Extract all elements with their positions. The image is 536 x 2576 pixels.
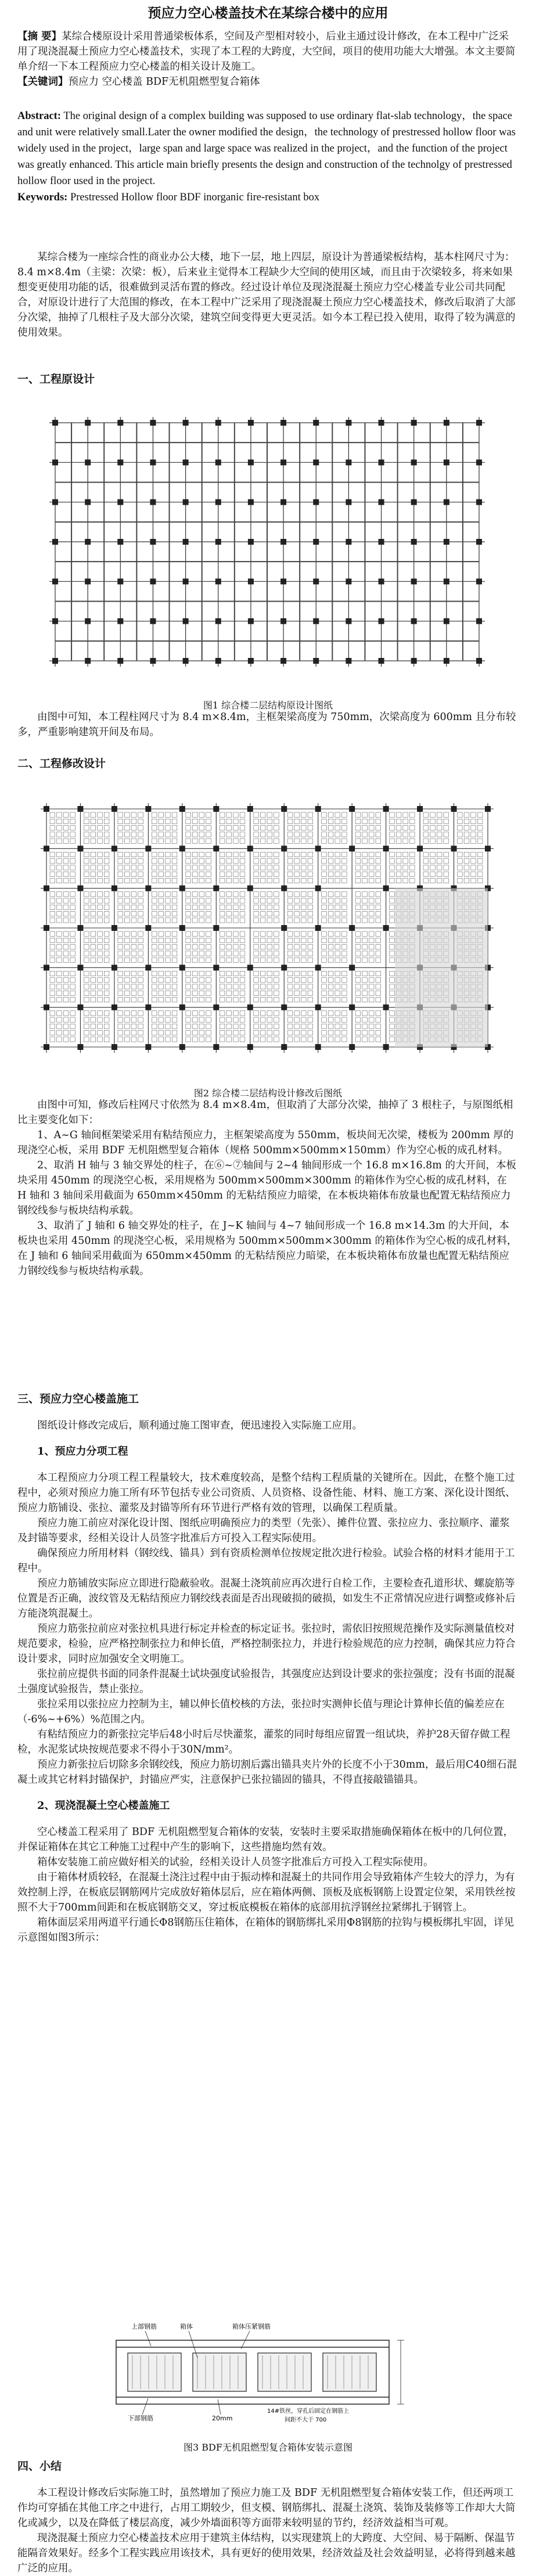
section-3-p10: 空心楼盖工程采用了 BDF 无机阻燃型复合箱体的安装，安装时主要采取措施确保箱体在板中的几何位置，并保证箱体在其它工种施工过程中产生的影响下，这些措施均然有效。 bbox=[17, 1826, 514, 1853]
abstract-en-text: The original design of a complex building was supposed to use ordinary flat-slab technology，the space and unit were relatively small.Later the owner modified the design，the technology of prestressed hollow floor was widely used in the project，large span and large space was realized in the project，and the function of the project was greatly enhanced. This article main briefly presents the design and construction of the technolgy of prestressed hollow floor used in the project. bbox=[17, 110, 516, 187]
section-2-body bbox=[17, 1098, 519, 1279]
abstract-cn bbox=[17, 29, 519, 89]
section-3-p1: 本工程预应力分项工程工程量较大，技术难度较高，是整个结构工程质量的关键所在。因此，在整个施工过程中，必须对预应力施工所有环节包括专业公司资质、人员资格、设备性能、材料、施工方案、深化设计图纸、预应力筋铺设、张拉、灌浆及封锚等所有环节进行严格有效的管理，以确保工程质量。 bbox=[17, 1472, 516, 1514]
abstract-en bbox=[17, 108, 519, 206]
fig3-label-wire: 14#铁丝，穿孔后固定在钢筋上 bbox=[267, 2408, 350, 2415]
section-3-p5: 预应力筋张拉前应对张拉机具进行标定并检查的标定证书。张拉时，需依旧按照规范操作及实际测量值校对规范要求，检验，应严格控制张拉力和伸长值，严格控制张拉力，并进行检验规范的应力控制，确保其应力符合设计要求，同时应加强安全文明施工。 bbox=[17, 1623, 516, 1665]
section-2-item-1: 1、A~G 轴间框架梁采用有粘结预应力，主框架梁高度为 550mm，板块间无次梁，楼板为 200mm 厚的现浇空心板，采用 BDF 无机阻燃型复合箱体（规格 500mm×500mm×150mm）作为空心板的成孔材料。 bbox=[17, 1129, 514, 1156]
figure-2 bbox=[23, 783, 513, 1073]
section-2-item-2: 2、取消 H 轴与 3 轴交界处的柱子，在⑥~⑦轴间与 2~4 轴间形成一个 16.8 m×16.8m 的大开间，本板块采用 450mm 的现浇空心板，采用规格为 500mm×500mm×300mm 的箱体作为空心板的成孔材料，在 H 轴和 3 轴间采用截面为 650mm×450mm 的无粘结预应力暗梁，在本板块箱体布放量也配置无粘结预应力钢绞线参与板块结构承载。 bbox=[17, 1160, 516, 1217]
section-1-analysis: 由图中可知，本工程柱网尺寸为 8.4 m×8.4m，主框架梁高度为 750mm，次梁高度为 600mm 且分布较多，严重影响建筑开间及布局。 bbox=[17, 711, 516, 738]
section-3 bbox=[17, 1380, 519, 1945]
figure-1-caption: 图1 综合楼二层结构原设计图纸 bbox=[203, 700, 333, 711]
keywords-cn-label: 【关键词】 bbox=[17, 76, 69, 88]
section-2-item-3: 3、取消了 J 轴和 6 轴交界处的柱子，在 J~K 轴间与 4~7 轴间形成一个 16.8 m×14.3m 的大开间，本板块也采用 450mm 的现浇空心板，采用规格为 500mm×500mm×300mm 的箱体作为空心板的成孔材料，在 J 轴和 6 轴间采用截面为 650mm×450mm 的无粘结预应力暗梁，在本板块箱体布放量也配置无粘结预应力钢绞线参与板块结构承载。 bbox=[17, 1220, 517, 1277]
section-4-p1: 本工程设计修改后实际施工时，虽然增加了预应力施工及 BDF 无机阻燃型复合箱体安装工作，但还两项工作均可穿插在其他工序之中进行，占用工期较少，但支模、钢筋绑扎、混凝土浇筑、装饰及装修等工作却大大简化或减少，以及在降低了楼层高度，减少外墙面积等方面带来较明显的节约，经济效益相当可观。 bbox=[17, 2487, 516, 2529]
fig3-label-spacing: 间距不大于 700 bbox=[285, 2417, 327, 2423]
section-3-p11: 箱体安装施工前应做好相关的试验，经相关设计人员签字批准后方可投入工程实际使用。 bbox=[37, 1857, 434, 1868]
abstract-cn-label: 【摘 要】 bbox=[17, 31, 62, 42]
section-3-p12: 由于箱体材质较轻，在混凝土浇注过程中由于振动棒和混凝土的共同作用会导致箱体产生较大的浮力，为有效控制上浮，在板底层钢筋网片完成放好箱体层后，应在箱体两侧、顶板及底板钢筋上设置定位架，采用铁丝按照不大于700mm间距和在板底钢筋交叉，穿过板底模板在箱体的底部用抗浮钢丝拉紧绑扎于钢管上。 bbox=[17, 1872, 516, 1913]
section-4 bbox=[17, 2447, 519, 2576]
section-1-heading: 一、工程原设计 bbox=[17, 373, 95, 386]
page-title: 预应力空心楼盖技术在某综合楼中的应用 bbox=[148, 5, 388, 21]
fig3-label-top-rebar: 上部钢筋 bbox=[131, 2323, 157, 2330]
section-3-p7: 张拉采用以张拉应力控制为主，辅以伸长值校核的方法，张拉时实测伸长值与理论计算伸长值的偏差应在（-6%~+6%）%范围之内。 bbox=[17, 1699, 505, 1725]
abstract-cn-text: 某综合楼原设计采用普通梁板体系，空间及产型相对较小，后业主通过设计修改，在本工程中广泛采用了现浇混凝土预应力空心楼盖技术，实现了本工程的大跨度，大空间，项目的使用功能大大增强。本文主要简单介绍一下本工程预应力空心楼盖的相关设计及施工。 bbox=[17, 31, 516, 73]
section-3-p9: 预应力新张拉后切除多余钢绞线，预应力筋切割后露出锚具夹片外的长度不小于30mm，最后用C40细石混凝土或其它材料封锚保护，封锚应严实，注意保护已张拉锚固的锚具，不得直接敲锚锚具。 bbox=[17, 1759, 517, 1786]
intro-section bbox=[17, 250, 519, 340]
fig3-label-gap: 20mm bbox=[212, 2415, 233, 2422]
section-4-p2: 现浇混凝土预应力空心楼盖技术应用于建筑主体结构，以实现建筑上的大跨度、大空间、易于隔断、保温节能隔音效果好。经多个工程实践应用该技术，具有更好的使用效果，经济效益及社会效益明显，必将得到越来越广泛的应用。 bbox=[17, 2532, 516, 2574]
section-3-p2: 预应力施工前应对深化设计图、图纸应明确预应力的类型（先张）、摊件位置、张拉应力、张拉顺序、灌浆及封锚等要求，经相关设计人员签字批准后方可投入工程实际使用。 bbox=[17, 1517, 510, 1544]
fig3-label-clip: 箱体压紧钢筋 bbox=[232, 2323, 271, 2330]
section-3-sub-2: 2、现浇混凝土空心楼盖施工 bbox=[37, 1800, 170, 1812]
figure-3-diagram bbox=[93, 2317, 441, 2427]
section-3-p6: 张拉前应提供书面的同条件混凝土试块强度试验报告，其强度应达到设计要求的张拉强度；没有书面的混凝土强度试验报告，禁止张拉。 bbox=[17, 1668, 515, 1695]
figure-2-plan bbox=[23, 783, 513, 1073]
fig3-label-box: 箱体 bbox=[180, 2323, 193, 2330]
intro-paragraph: 某综合楼为一座综合性的商业办公大楼，地下一层，地上四层，原设计为普通梁板结构，基本柱网尺寸为：8.4 m×8.4m（主梁：次梁：板），后来业主觉得本工程缺少大空间的使用区域，而且由于次梁较多，将来如果想变更使用功能的话，很难做到灵活布置的修改。经过设计单位及现浇混凝土预应力空心楼盖专业公司共同配合，对原设计进行了大范围的修改，在本工程中广泛采用了现浇混凝土预应力空心楼盖技术，修改后取消了大部分次梁，抽掉了几根柱子及大部分次梁，建筑空间变得更大更灵活。如今本工程已投入使用，取得了较为满意的使用效果。 bbox=[17, 251, 516, 339]
section-3-p4: 预应力筋铺放实际应立即进行隐蔽验收。混凝土浇筑前应再次进行自检工作，主要检查孔道形状、螺旋筋等位置是否正确，波纹管及无粘结预应力钢绞线表面是否出现破损的破损，如发生不正常情况应进行调整或修补后方能浇筑混凝土。 bbox=[17, 1578, 516, 1620]
figure-1 bbox=[32, 400, 504, 684]
figure-3-caption: 图3 BDF无机阻燃型复合箱体安装示意图 bbox=[184, 2442, 352, 2453]
fig3-label-bottom-rebar: 下部钢筋 bbox=[128, 2415, 153, 2422]
keywords-cn-text: 预应力 空心楼盖 BDF无机阻燃型复合箱体 bbox=[68, 76, 260, 88]
figure-3 bbox=[93, 2317, 441, 2427]
section-2-analysis: 由图中可知，修改后柱网尺寸依然为 8.4 m×8.4m，但取消了大部分次梁，抽掉了 3 根柱子，与原图纸相比主要变化如下： bbox=[17, 1099, 513, 1126]
section-3-p8: 有粘结预应力的新张拉完毕后48小时后尽快灌浆，灌浆的同时每组应留置一组试块，养护28天留存做工程检，水泥浆试块按规范要求不得小于30N/mm²。 bbox=[17, 1729, 510, 1755]
figure-1-plan bbox=[32, 400, 504, 684]
section-4-heading: 四、小结 bbox=[17, 2460, 62, 2473]
figure-2-caption: 图2 综合楼二层结构设计修改后图纸 bbox=[193, 1088, 343, 1099]
section-3-intro: 图纸设计修改完成后，顺利通过施工图审查，便迅速投入实际施工应用。 bbox=[37, 1420, 362, 1431]
section-3-p13: 箱体面层采用两道平行通长Φ8钢筋压住箱体，在箱体的钢筋绑扎采用Φ8钢筋的拉钩与模板绑扎牢固，详见示意图如图3所示： bbox=[17, 1917, 514, 1944]
keywords-en-text: Prestressed Hollow floor BDF inorganic fire-resistant box bbox=[70, 192, 320, 203]
section-3-sub-1: 1、预应力分项工程 bbox=[37, 1445, 128, 1458]
keywords-en-label: Keywords: bbox=[17, 192, 68, 203]
section-3-heading: 三、预应力空心楼盖施工 bbox=[17, 1393, 139, 1405]
section-2-heading: 二、工程修改设计 bbox=[17, 757, 106, 770]
abstract-en-label: Abstract: bbox=[17, 110, 62, 122]
section-3-p3: 确保预应力所用材料（钢绞线、锚具）到有资质检测单位按规定批次进行检验。试验合格的材料才能用于工程中。 bbox=[17, 1548, 515, 1574]
